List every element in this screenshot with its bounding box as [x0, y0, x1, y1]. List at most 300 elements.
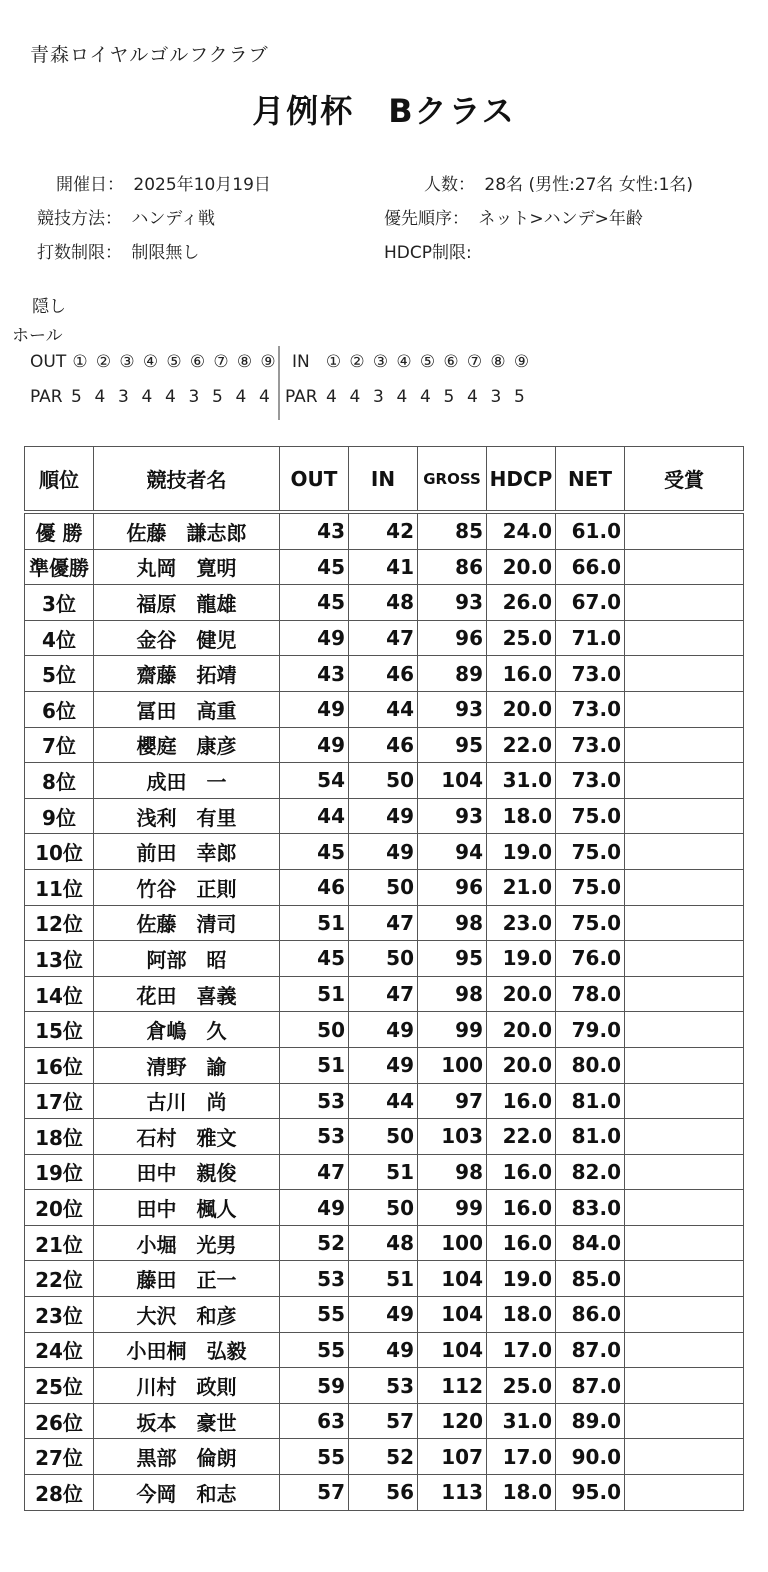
date-value: 2025年10月19日	[133, 175, 271, 195]
hdcp-cell: 17.0	[487, 1439, 556, 1475]
out-par-values	[65, 387, 277, 407]
name-cell: 小堀 光男	[94, 1225, 280, 1261]
hdcp-cell: 20.0	[487, 549, 556, 585]
header-hdcp: HDCP	[487, 447, 556, 513]
hdcp-cell: 19.0	[487, 941, 556, 977]
gross-cell: 104	[418, 1297, 487, 1333]
award-cell	[625, 941, 744, 977]
header-name: 競技者名	[94, 447, 280, 513]
rank-cell: 8位	[25, 763, 94, 799]
table-row	[25, 1297, 744, 1333]
table-row	[25, 691, 744, 727]
rank-cell: 15位	[25, 1012, 94, 1048]
hdcp-cell: 16.0	[487, 1190, 556, 1226]
in-cell: 50	[349, 869, 418, 905]
results-table	[24, 446, 744, 1511]
hdcp-cell: 16.0	[487, 1225, 556, 1261]
hdcp-cell: 21.0	[487, 869, 556, 905]
par-label-in: PAR	[285, 387, 318, 407]
table-row	[25, 1475, 744, 1511]
in-par-value: 4	[396, 387, 408, 407]
out-cell: 45	[280, 834, 349, 870]
hdcp-cell: 20.0	[487, 691, 556, 727]
gross-cell: 96	[418, 869, 487, 905]
rank-cell: 24位	[25, 1332, 94, 1368]
hdcp-cell: 18.0	[487, 1297, 556, 1333]
in-par-value: 5	[443, 387, 455, 407]
in-cell: 49	[349, 798, 418, 834]
gross-cell: 99	[418, 1190, 487, 1226]
gross-cell: 89	[418, 656, 487, 692]
hdcp-cell: 31.0	[487, 763, 556, 799]
rank-cell: 9位	[25, 798, 94, 834]
in-hole-mark: ⑤	[419, 352, 436, 372]
name-cell: 今岡 和志	[94, 1475, 280, 1511]
award-cell	[625, 1119, 744, 1155]
out-hole-mark: ⑤	[166, 352, 182, 372]
net-cell: 66.0	[556, 549, 625, 585]
date-label: 開催日：	[56, 175, 124, 195]
table-row	[25, 869, 744, 905]
header-rank: 順位	[25, 447, 94, 513]
out-hole-mark: ⑥	[189, 352, 206, 372]
out-par-value: 3	[117, 387, 129, 407]
par-label-out: PAR	[30, 387, 63, 407]
table-row	[25, 1225, 744, 1261]
net-cell: 89.0	[556, 1403, 625, 1439]
rank-cell: 18位	[25, 1119, 94, 1155]
name-cell: 坂本 豪世	[94, 1403, 280, 1439]
hdcp-cell: 24.0	[487, 512, 556, 549]
table-row	[25, 1190, 744, 1226]
in-cell: 50	[349, 941, 418, 977]
hdcp-cell: 22.0	[487, 727, 556, 763]
gross-cell: 93	[418, 585, 487, 621]
net-cell: 82.0	[556, 1154, 625, 1190]
gross-cell: 95	[418, 727, 487, 763]
out-hole-mark: ④	[142, 352, 159, 372]
table-row	[25, 834, 744, 870]
hdcp-cell: 20.0	[487, 1047, 556, 1083]
in-cell: 51	[349, 1154, 418, 1190]
in-cell: 50	[349, 1190, 418, 1226]
rank-cell: 10位	[25, 834, 94, 870]
out-cell: 47	[280, 1154, 349, 1190]
out-cell: 46	[280, 869, 349, 905]
name-cell: 黒部 倫朗	[94, 1439, 280, 1475]
table-row	[25, 1119, 744, 1155]
name-cell: 藤田 正一	[94, 1261, 280, 1297]
hdcp-cell: 25.0	[487, 1368, 556, 1404]
in-cell: 49	[349, 1297, 418, 1333]
in-cell: 42	[349, 512, 418, 549]
in-cell: 48	[349, 1225, 418, 1261]
hidden-hole-label-2: ホール	[12, 326, 63, 346]
hdcp-cell: 18.0	[487, 798, 556, 834]
out-par-value: 5	[211, 387, 223, 407]
table-row	[25, 656, 744, 692]
rank-cell: 5位	[25, 656, 94, 692]
out-cell: 45	[280, 549, 349, 585]
gross-cell: 107	[418, 1439, 487, 1475]
name-cell: 福原 龍雄	[94, 585, 280, 621]
name-cell: 竹谷 正則	[94, 869, 280, 905]
in-par-value: 5	[513, 387, 525, 407]
in-hole-mark: ⑥	[443, 352, 459, 372]
in-hole-mark: ①	[325, 352, 342, 372]
in-par-value: 3	[490, 387, 502, 407]
out-par-value: 4	[141, 387, 153, 407]
out-hole-mark: ②	[95, 352, 112, 372]
name-cell: 佐藤 清司	[94, 905, 280, 941]
out-cell: 49	[280, 620, 349, 656]
name-cell: 花田 喜義	[94, 976, 280, 1012]
gross-cell: 99	[418, 1012, 487, 1048]
in-cell: 47	[349, 905, 418, 941]
par-out	[30, 387, 276, 407]
hdcp-cell: 16.0	[487, 656, 556, 692]
out-cell: 44	[280, 798, 349, 834]
award-cell	[625, 869, 744, 905]
rank-cell: 27位	[25, 1439, 94, 1475]
net-cell: 78.0	[556, 976, 625, 1012]
table-row	[25, 941, 744, 977]
out-par-value: 4	[235, 387, 247, 407]
hdcp-cell: 25.0	[487, 620, 556, 656]
out-cell: 53	[280, 1083, 349, 1119]
in-cell: 46	[349, 727, 418, 763]
in-cell: 49	[349, 834, 418, 870]
out-cell: 55	[280, 1297, 349, 1333]
out-par-value: 4	[258, 387, 270, 407]
hdcp-cell: 31.0	[487, 1403, 556, 1439]
out-cell: 57	[280, 1475, 349, 1511]
out-cell: 45	[280, 585, 349, 621]
hdcp-cell: 22.0	[487, 1119, 556, 1155]
out-par-value: 5	[70, 387, 82, 407]
in-hole-mark: ②	[349, 352, 365, 372]
out-cell: 50	[280, 1012, 349, 1048]
in-cell: 49	[349, 1332, 418, 1368]
hdcp-cell: 20.0	[487, 1012, 556, 1048]
name-cell: 清野 諭	[94, 1047, 280, 1083]
hdcp-cell: 19.0	[487, 1261, 556, 1297]
in-cell: 47	[349, 976, 418, 1012]
out-cell: 51	[280, 976, 349, 1012]
table-row	[25, 727, 744, 763]
rank-cell: 13位	[25, 941, 94, 977]
table-row	[25, 976, 744, 1012]
out-cell: 63	[280, 1403, 349, 1439]
award-cell	[625, 1403, 744, 1439]
table-row	[25, 1368, 744, 1404]
gross-cell: 112	[418, 1368, 487, 1404]
net-cell: 87.0	[556, 1368, 625, 1404]
in-cell: 50	[349, 1119, 418, 1155]
in-par-value: 4	[349, 387, 361, 407]
count-value: 28名 (男性:27名 女性:1名)	[484, 175, 694, 195]
header-gross: GROSS	[418, 447, 487, 513]
rank-cell: 19位	[25, 1154, 94, 1190]
out-cell: 59	[280, 1368, 349, 1404]
net-cell: 85.0	[556, 1261, 625, 1297]
rank-cell: 3位	[25, 585, 94, 621]
out-hole-mark: ⑨	[260, 352, 276, 372]
award-cell	[625, 691, 744, 727]
gross-cell: 93	[418, 798, 487, 834]
rank-cell: 16位	[25, 1047, 94, 1083]
out-hole-mark: ①	[72, 352, 88, 372]
net-cell: 90.0	[556, 1439, 625, 1475]
net-cell: 71.0	[556, 620, 625, 656]
award-cell	[625, 1012, 744, 1048]
name-cell: 金谷 健児	[94, 620, 280, 656]
net-cell: 73.0	[556, 691, 625, 727]
out-cell: 54	[280, 763, 349, 799]
name-cell: 佐藤 謙志郎	[94, 512, 280, 549]
table-row	[25, 1439, 744, 1475]
in-cell: 51	[349, 1261, 418, 1297]
net-cell: 95.0	[556, 1475, 625, 1511]
rank-cell: 準優勝	[25, 549, 94, 585]
award-cell	[625, 834, 744, 870]
out-cell: 49	[280, 1190, 349, 1226]
table-row	[25, 1261, 744, 1297]
award-cell	[625, 727, 744, 763]
gross-cell: 85	[418, 512, 487, 549]
table-row	[25, 585, 744, 621]
hole-divider	[278, 346, 280, 420]
hdcp-cell: 23.0	[487, 905, 556, 941]
out-cell: 55	[280, 1332, 349, 1368]
net-cell: 76.0	[556, 941, 625, 977]
out-label: OUT	[30, 352, 67, 372]
hdcp-limit-row	[384, 238, 472, 263]
date-row	[56, 170, 271, 195]
hdcp-cell: 19.0	[487, 834, 556, 870]
award-cell	[625, 1475, 744, 1511]
header-net: NET	[556, 447, 625, 513]
in-cell: 48	[349, 585, 418, 621]
in-par-value: 4	[325, 387, 337, 407]
in-hole-mark: ⑨	[513, 352, 530, 372]
name-cell: 川村 政則	[94, 1368, 280, 1404]
in-cell: 44	[349, 1083, 418, 1119]
award-cell	[625, 976, 744, 1012]
priority-value: ネット>ハンデ>年齢	[478, 209, 643, 229]
in-hole-mark: ⑦	[466, 352, 483, 372]
in-cell: 49	[349, 1012, 418, 1048]
gross-cell: 100	[418, 1225, 487, 1261]
award-cell	[625, 1083, 744, 1119]
table-row	[25, 905, 744, 941]
gross-cell: 93	[418, 691, 487, 727]
in-cell: 53	[349, 1368, 418, 1404]
gross-cell: 100	[418, 1047, 487, 1083]
in-label: IN	[292, 352, 310, 372]
name-cell: 齋藤 拓靖	[94, 656, 280, 692]
gross-cell: 113	[418, 1475, 487, 1511]
count-row	[424, 170, 693, 195]
gross-cell: 98	[418, 905, 487, 941]
name-cell: 田中 親俊	[94, 1154, 280, 1190]
in-par-value: 4	[419, 387, 431, 407]
table-row	[25, 549, 744, 585]
rank-cell: 12位	[25, 905, 94, 941]
limit-row	[37, 238, 199, 263]
award-cell	[625, 1047, 744, 1083]
hdcp-cell: 18.0	[487, 1475, 556, 1511]
in-cell: 50	[349, 763, 418, 799]
net-cell: 87.0	[556, 1332, 625, 1368]
award-cell	[625, 1368, 744, 1404]
out-marks	[68, 352, 280, 372]
net-cell: 80.0	[556, 1047, 625, 1083]
in-marks	[322, 352, 534, 372]
rank-cell: 11位	[25, 869, 94, 905]
in-cell: 57	[349, 1403, 418, 1439]
name-cell: 古川 尚	[94, 1083, 280, 1119]
gross-cell: 103	[418, 1119, 487, 1155]
rank-cell: 21位	[25, 1225, 94, 1261]
award-cell	[625, 1154, 744, 1190]
table-row	[25, 1083, 744, 1119]
out-hole-mark: ⑦	[213, 352, 229, 372]
net-cell: 84.0	[556, 1225, 625, 1261]
club-name: 青森ロイヤルゴルフクラブ	[30, 44, 269, 66]
page-title: 月例杯 Bクラス	[252, 92, 516, 130]
limit-value: 制限無し	[131, 243, 200, 263]
name-cell: 小田桐 弘毅	[94, 1332, 280, 1368]
award-cell	[625, 798, 744, 834]
hidden-holes-out	[30, 352, 280, 372]
method-value: ハンディ戦	[131, 209, 216, 229]
out-cell: 51	[280, 905, 349, 941]
name-cell: 石村 雅文	[94, 1119, 280, 1155]
award-cell	[625, 549, 744, 585]
in-par-values	[320, 387, 532, 407]
in-cell: 41	[349, 549, 418, 585]
method-label: 競技方法：	[37, 209, 122, 229]
table-row	[25, 512, 744, 549]
in-par-value: 3	[372, 387, 384, 407]
count-label: 人数：	[424, 175, 475, 195]
award-cell	[625, 1439, 744, 1475]
header-award: 受賞	[625, 447, 744, 513]
hdcp-cell: 20.0	[487, 976, 556, 1012]
name-cell: 大沢 和彦	[94, 1297, 280, 1333]
out-cell: 49	[280, 727, 349, 763]
award-cell	[625, 905, 744, 941]
name-cell: 倉嶋 久	[94, 1012, 280, 1048]
net-cell: 73.0	[556, 763, 625, 799]
method-row	[37, 204, 215, 229]
gross-cell: 98	[418, 976, 487, 1012]
rank-cell: 4位	[25, 620, 94, 656]
limit-label: 打数制限：	[37, 243, 122, 263]
table-row	[25, 1047, 744, 1083]
out-cell: 55	[280, 1439, 349, 1475]
net-cell: 81.0	[556, 1119, 625, 1155]
gross-cell: 104	[418, 1261, 487, 1297]
table-header-row	[25, 447, 744, 513]
gross-cell: 104	[418, 1332, 487, 1368]
out-hole-mark: ③	[119, 352, 135, 372]
table-row	[25, 1403, 744, 1439]
in-hole-mark: ⑧	[490, 352, 506, 372]
award-cell	[625, 656, 744, 692]
out-hole-mark: ⑧	[236, 352, 253, 372]
rank-cell: 23位	[25, 1297, 94, 1333]
name-cell: 丸岡 寛明	[94, 549, 280, 585]
net-cell: 86.0	[556, 1297, 625, 1333]
table-row	[25, 1012, 744, 1048]
gross-cell: 95	[418, 941, 487, 977]
award-cell	[625, 512, 744, 549]
rank-cell: 7位	[25, 727, 94, 763]
award-cell	[625, 1261, 744, 1297]
net-cell: 83.0	[556, 1190, 625, 1226]
in-hole-mark: ③	[372, 352, 389, 372]
out-cell: 43	[280, 512, 349, 549]
hidden-holes-in	[292, 352, 533, 372]
hdcp-cell: 16.0	[487, 1154, 556, 1190]
net-cell: 81.0	[556, 1083, 625, 1119]
gross-cell: 98	[418, 1154, 487, 1190]
out-cell: 53	[280, 1119, 349, 1155]
rank-cell: 優 勝	[25, 512, 94, 549]
table-row	[25, 1332, 744, 1368]
net-cell: 75.0	[556, 869, 625, 905]
in-cell: 44	[349, 691, 418, 727]
hidden-hole-label-1: 隠し	[32, 297, 66, 317]
gross-cell: 86	[418, 549, 487, 585]
award-cell	[625, 1190, 744, 1226]
net-cell: 73.0	[556, 727, 625, 763]
gross-cell: 97	[418, 1083, 487, 1119]
net-cell: 73.0	[556, 656, 625, 692]
award-cell	[625, 1332, 744, 1368]
out-par-value: 4	[164, 387, 176, 407]
header-in: IN	[349, 447, 418, 513]
rank-cell: 14位	[25, 976, 94, 1012]
priority-row	[384, 204, 643, 229]
priority-label: 優先順序：	[384, 209, 469, 229]
in-hole-mark: ④	[396, 352, 412, 372]
out-cell: 52	[280, 1225, 349, 1261]
name-cell: 冨田 高重	[94, 691, 280, 727]
hdcp-cell: 26.0	[487, 585, 556, 621]
out-cell: 49	[280, 691, 349, 727]
par-in	[285, 387, 531, 407]
award-cell	[625, 763, 744, 799]
gross-cell: 104	[418, 763, 487, 799]
name-cell: 成田 一	[94, 763, 280, 799]
net-cell: 75.0	[556, 905, 625, 941]
table-row	[25, 798, 744, 834]
rank-cell: 6位	[25, 691, 94, 727]
table-row	[25, 620, 744, 656]
hdcp-cell: 16.0	[487, 1083, 556, 1119]
award-cell	[625, 585, 744, 621]
name-cell: 前田 幸郎	[94, 834, 280, 870]
name-cell: 阿部 昭	[94, 941, 280, 977]
net-cell: 75.0	[556, 834, 625, 870]
rank-cell: 20位	[25, 1190, 94, 1226]
award-cell	[625, 620, 744, 656]
net-cell: 67.0	[556, 585, 625, 621]
out-cell: 51	[280, 1047, 349, 1083]
